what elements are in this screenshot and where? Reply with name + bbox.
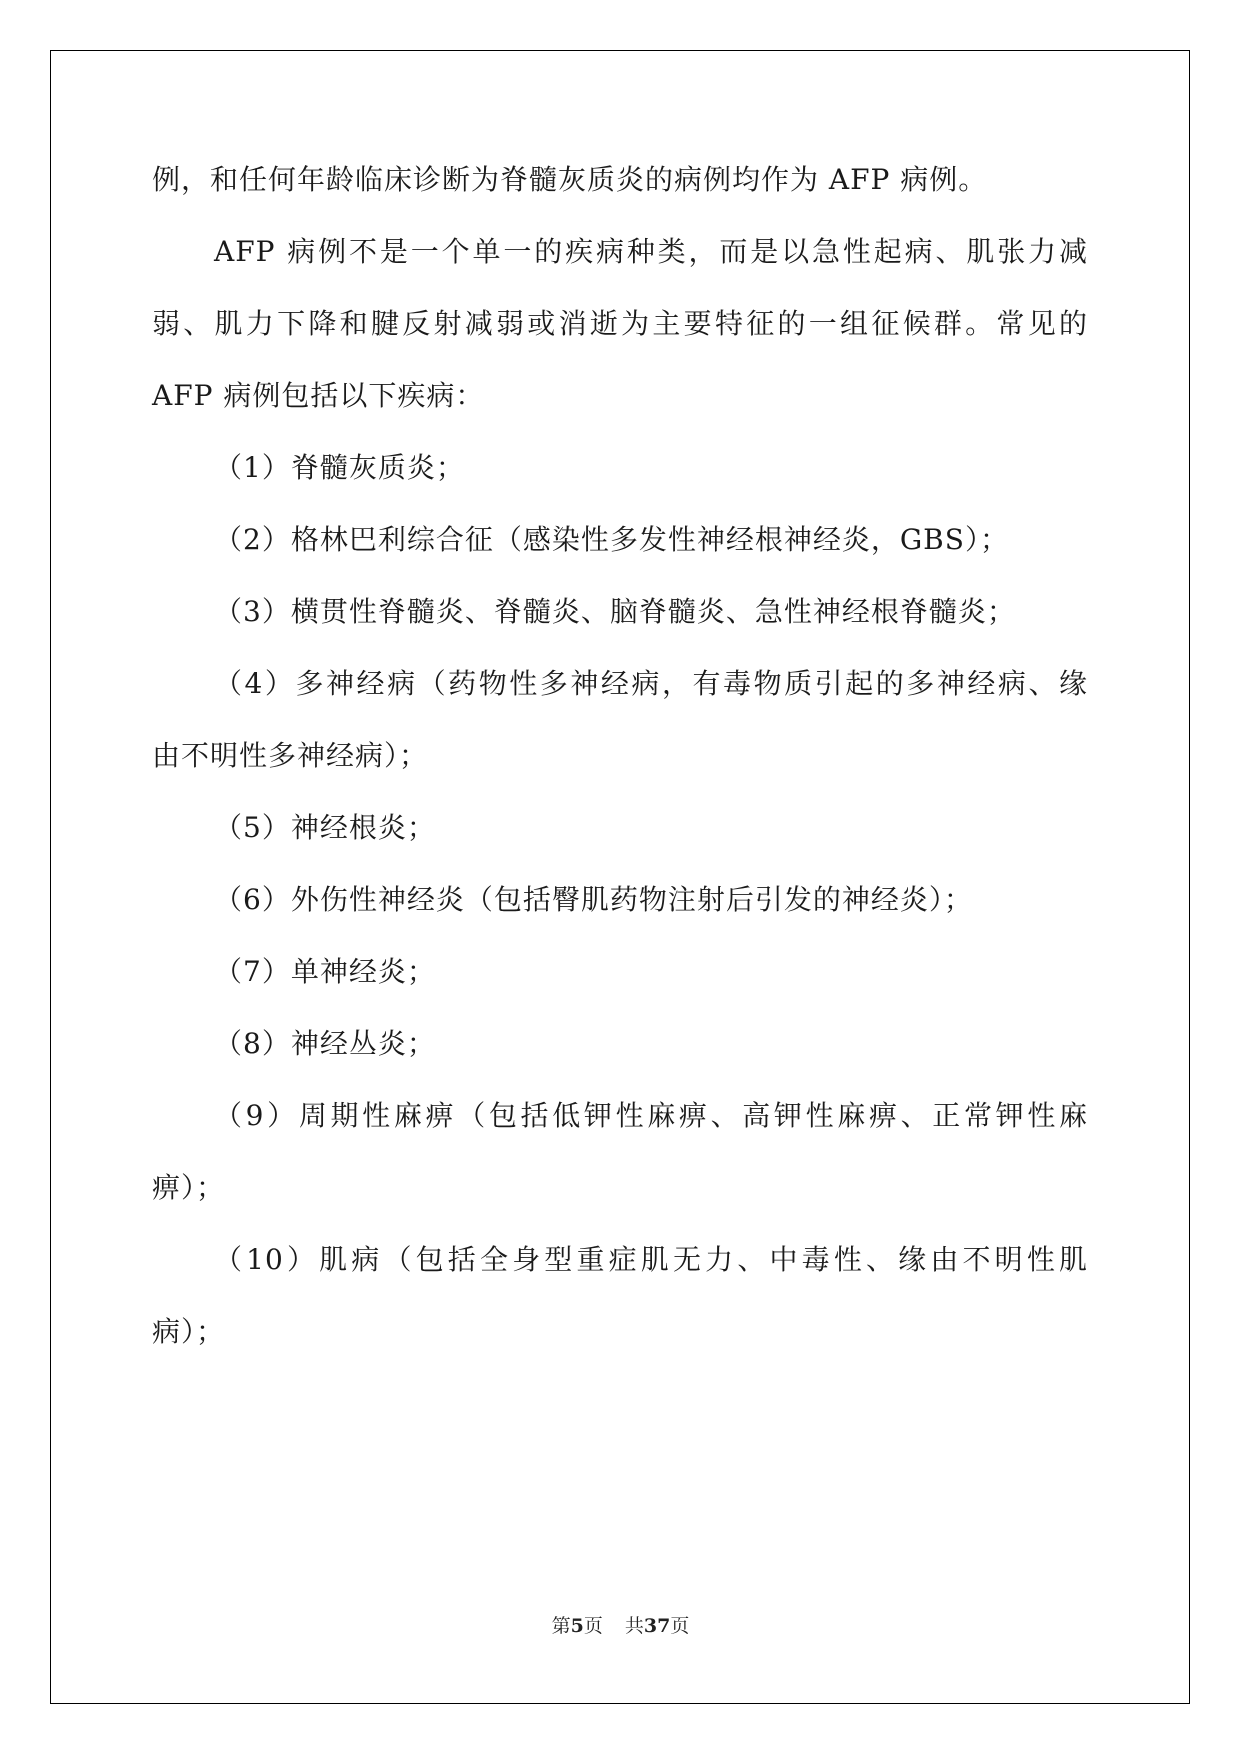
list-item: （6）外伤性神经炎（包括臀肌药物注射后引发的神经炎）； [214, 883, 973, 916]
list-item: （5）神经根炎； [214, 811, 436, 844]
total-suffix: 页 [670, 1615, 690, 1637]
list-item: （9）周期性麻痹（包括低钾性麻痹、高钾性麻痹、正常钾性麻 [214, 1099, 1088, 1132]
paragraph-line: AFP 病例包括以下疾病： [152, 379, 485, 412]
page-number: 5 [570, 1615, 584, 1637]
page-suffix: 页 [583, 1615, 603, 1637]
list-item: （2）格林巴利综合征（感染性多发性神经根神经炎，GBS）； [214, 523, 1009, 556]
total-prefix: 共 [624, 1615, 644, 1637]
list-item: （10）肌病（包括全身型重症肌无力、中毒性、缘由不明性肌 [214, 1243, 1088, 1276]
page-footer [0, 1614, 1241, 1638]
list-item: （7）单神经炎； [214, 955, 436, 988]
list-item-continuation: 由不明性多神经病）； [152, 739, 429, 772]
list-item: （8）神经丛炎； [214, 1027, 436, 1060]
list-item: （1）脊髓灰质炎； [214, 451, 465, 484]
paragraph-line: 例，和任何年龄临床诊断为脊髓灰质炎的病例均作为 AFP 病例。 [152, 163, 988, 196]
page-prefix: 第 [551, 1615, 571, 1637]
paragraph-line: AFP 病例不是一个单一的疾病种类，而是以急性起病、肌张力减 [214, 235, 1088, 268]
total-pages: 37 [643, 1615, 671, 1637]
list-item-continuation: 病）； [152, 1315, 226, 1348]
list-item: （4）多神经病（药物性多神经病，有毒物质引起的多神经病、缘 [214, 667, 1088, 700]
page-border [50, 50, 1190, 1704]
paragraph-line: 弱、肌力下降和腱反射减弱或消逝为主要特征的一组征候群。常见的 [152, 307, 1088, 340]
list-item: （3）横贯性脊髓炎、脊髓炎、脑脊髓炎、急性神经根脊髓炎； [214, 595, 1016, 628]
list-item-continuation: 痹）； [152, 1171, 226, 1204]
